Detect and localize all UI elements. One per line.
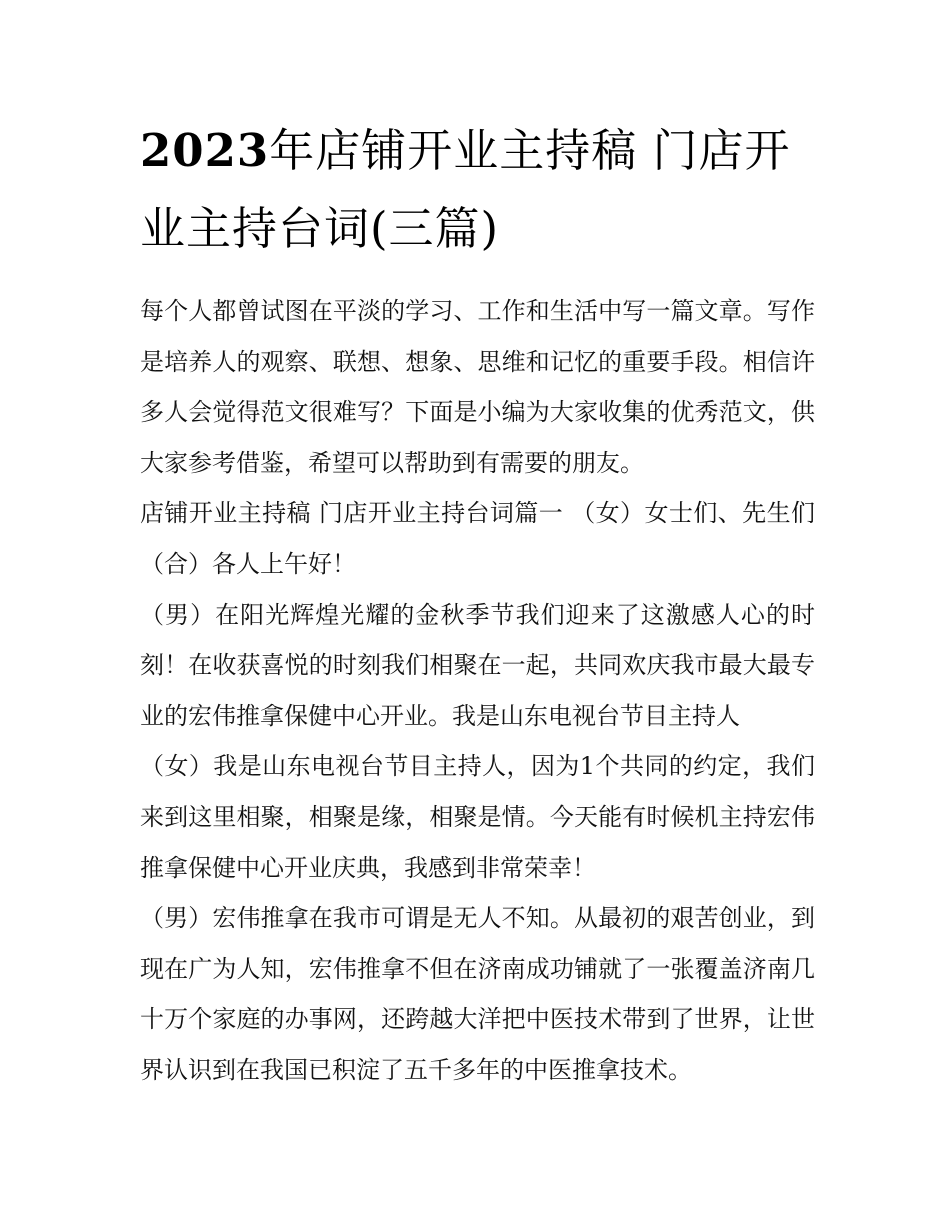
title-text: 年店铺开业主持稿 门店开业主持台词(三篇): [140, 124, 791, 255]
paragraph-male-2: （男）宏伟推拿在我市可谓是无人不知。从最初的艰苦创业，到现在广为人知，宏伟推拿不但在济南成功铺就了一张覆盖济南几十万个家庭的办事网，还跨越大洋把中医技术带到了世界，让世界认识到在我国已积淀了五千多年的中医推拿技术。: [140, 904, 815, 1084]
paragraph-opening: 店铺开业主持稿 门店开业主持台词篇一 （女）女士们、先生们 （合）各人上午好！: [140, 499, 815, 578]
document-title: [140, 112, 815, 268]
paragraph-intro: 每个人都曾试图在平淡的学习、工作和生活中写一篇文章。写作是培养人的观察、联想、想象、思维和记忆的重要手段。相信许多人会觉得范文很难写？下面是小编为大家收集的优秀范文，供大家参考借鉴，希望可以帮助到有需要的朋友。: [140, 297, 815, 477]
document-body: [140, 286, 815, 1096]
paragraph-male-1: （男）在阳光辉煌光耀的金秋季节我们迎来了这激感人心的时刻！在收获喜悦的时刻我们相聚在一起，共同欢庆我市最大最专业的宏伟推拿保健中心开业。我是山东电视台节目主持人: [140, 600, 815, 730]
paragraph-female-1: （女）我是山东电视台节目主持人，因为1个共同的约定，我们来到这里相聚，相聚是缘，相聚是情。今天能有时候机主持宏伟推拿保健中心开业庆典，我感到非常荣幸！: [140, 752, 815, 882]
title-year: 2023: [140, 124, 270, 177]
document-page: [140, 112, 815, 1096]
